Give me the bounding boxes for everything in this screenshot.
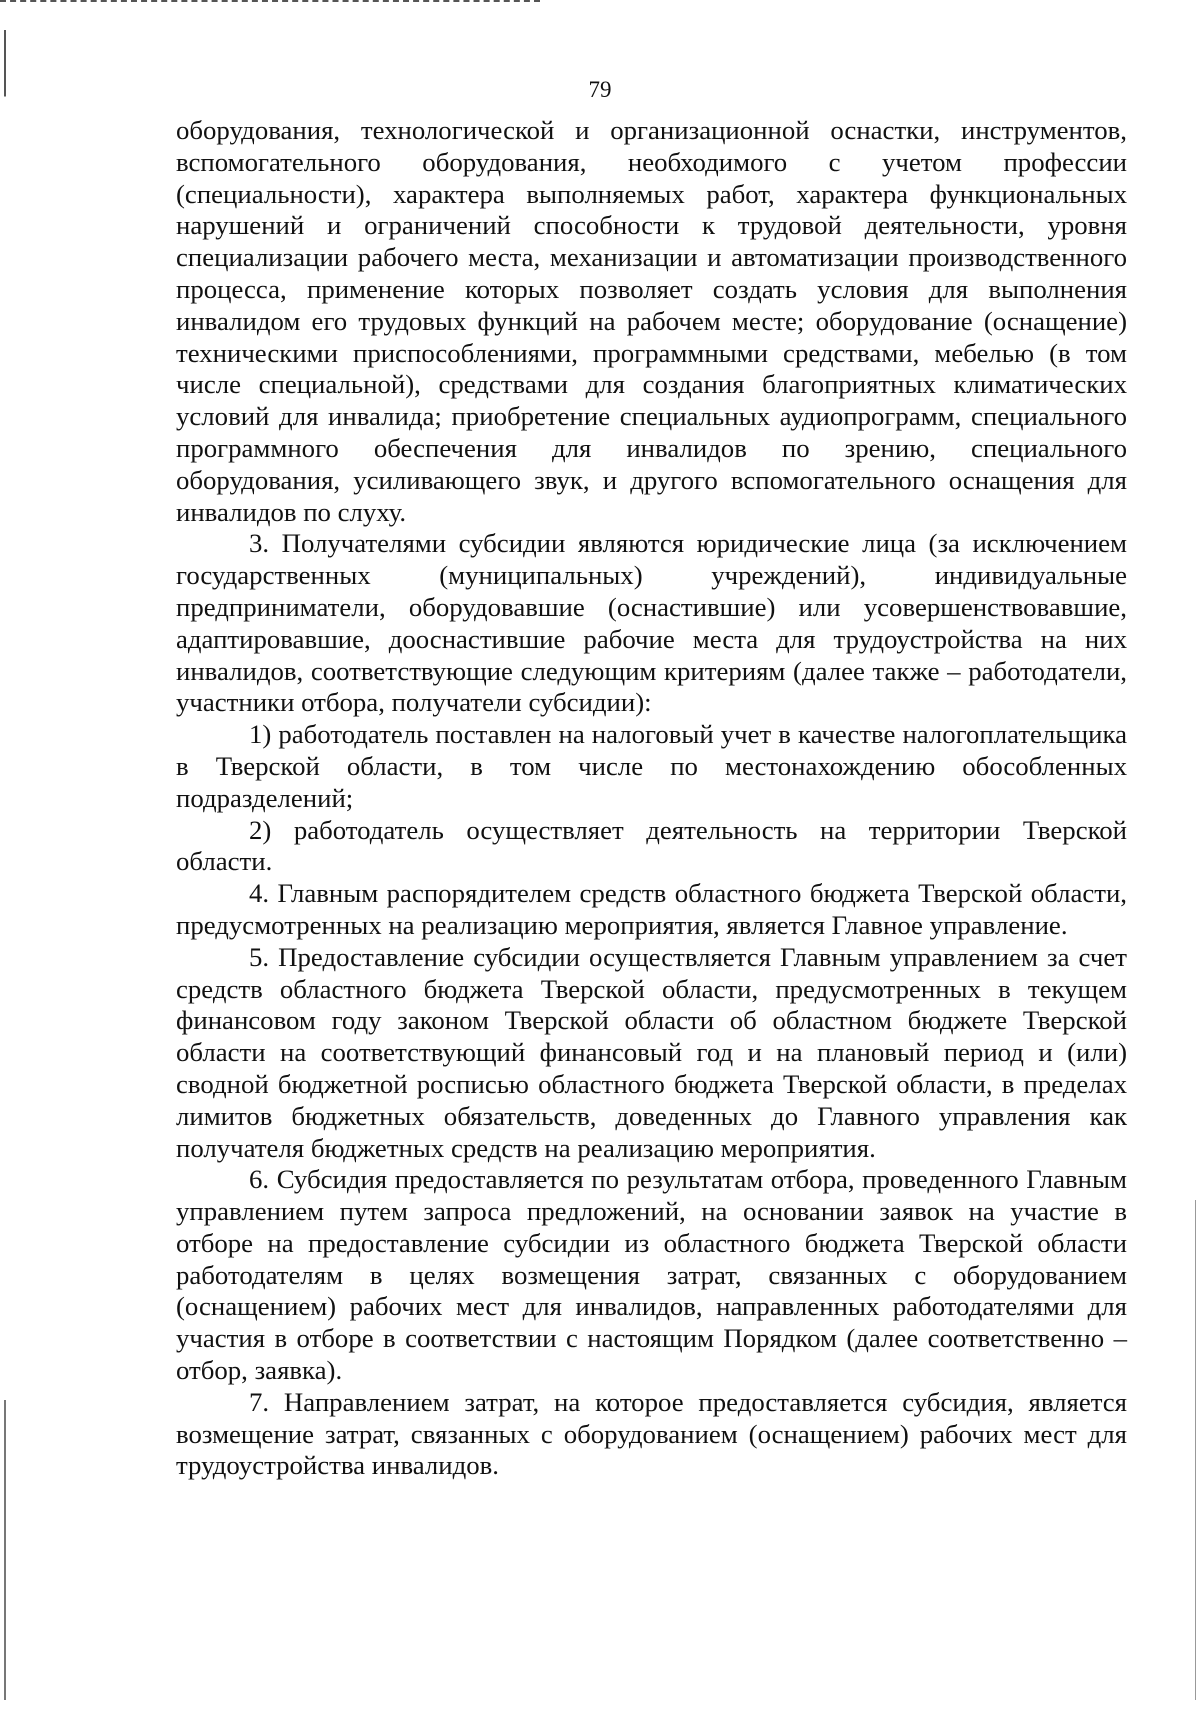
paragraph-criterion-1: 1) работодатель поставлен на налоговый учет в качестве налогоплательщика в Тверской области, в том числе по местонахождению обособленных подразделений; bbox=[176, 719, 1127, 813]
scan-edge-right bbox=[1195, 1200, 1196, 1700]
scan-edge-top bbox=[0, 0, 540, 4]
paragraph-continuation: оборудования, технологической и организационной оснастки, инструментов, вспомогательного оборудования, необходимого с учетом профессии (специальности), характера выполняемых работ, характера функциональных нарушений и ограничений способности к трудовой деятельности, уровня специализации рабочего места, механизации и автоматизации производственного процесса, применение которых позволяет создать условия для выполнения инвалидом его трудовых функций на рабочем месте; оборудование (оснащение) техническими приспособлениями, программными средствами, мебелью (в том числе специальной), средствами для создания благоприятных климатических условий для инвалида; приобретение специальных аудиопрограмм, специального программного обеспечения для инвалидов по зрению, специального оборудования, усиливающего звук, и другого вспомогательного оснащения для инвалидов по слуху. bbox=[176, 115, 1127, 527]
scan-edge-left-lower bbox=[4, 1400, 6, 1700]
paragraph-criterion-2: 2) работодатель осуществляет деятельность на территории Тверской области. bbox=[176, 814, 1127, 877]
paragraph-4-chief-manager: 4. Главным распорядителем средств областного бюджета Тверской области, предусмотренных на реализацию мероприятия, является Главное управление. bbox=[176, 878, 1127, 940]
page-number: 79 bbox=[588, 77, 612, 102]
document-body bbox=[176, 115, 1127, 1482]
paragraph-7-cost-direction: 7. Направлением затрат, на которое предоставляется субсидия, является возмещение затрат, связанных с оборудованием (оснащением) рабочих мест для трудоустройства инвалидов. bbox=[176, 1386, 1127, 1481]
paragraph-5-provision: 5. Предоставление субсидии осуществляется Главным управлением за счет средств областного бюджета Тверской области, предусмотренных в текущем финансовом году законом Тверской области об областном бюджете Тверской области на соответствующий финансовый год и на плановый период и (или) сводной бюджетной росписью областного бюджета Тверской области, в пределах лимитов бюджетных обязательств, доведенных до Главного управления как получателя бюджетных средств на реализацию мероприятия. bbox=[176, 941, 1127, 1163]
paragraph-3-recipients: 3. Получателями субсидии являются юридические лица (за исключением государственных (муниципальных) учреждений), индивидуальные предприниматели, оборудовавшие (оснастившие) или усовершенствовавшие, адаптировавшие, дооснастившие рабочие места для трудоустройства на них инвалидов, соответствующие следующим критериям (далее также – работодатели, участники отбора, получатели субсидии): bbox=[176, 528, 1127, 718]
paragraph-6-selection: 6. Субсидия предоставляется по результатам отбора, проведенного Главным управлением путем запроса предложений, на основании заявок на участие в отборе на предоставление субсидии из областного бюджета Тверской области работодателям в целях возмещения затрат, связанных с оборудованием (оснащением) рабочих мест для инвалидов, направленных работодателями для участия в отборе в соответствии с настоящим Порядком (далее соответственно – отбор, заявка). bbox=[176, 1164, 1127, 1386]
